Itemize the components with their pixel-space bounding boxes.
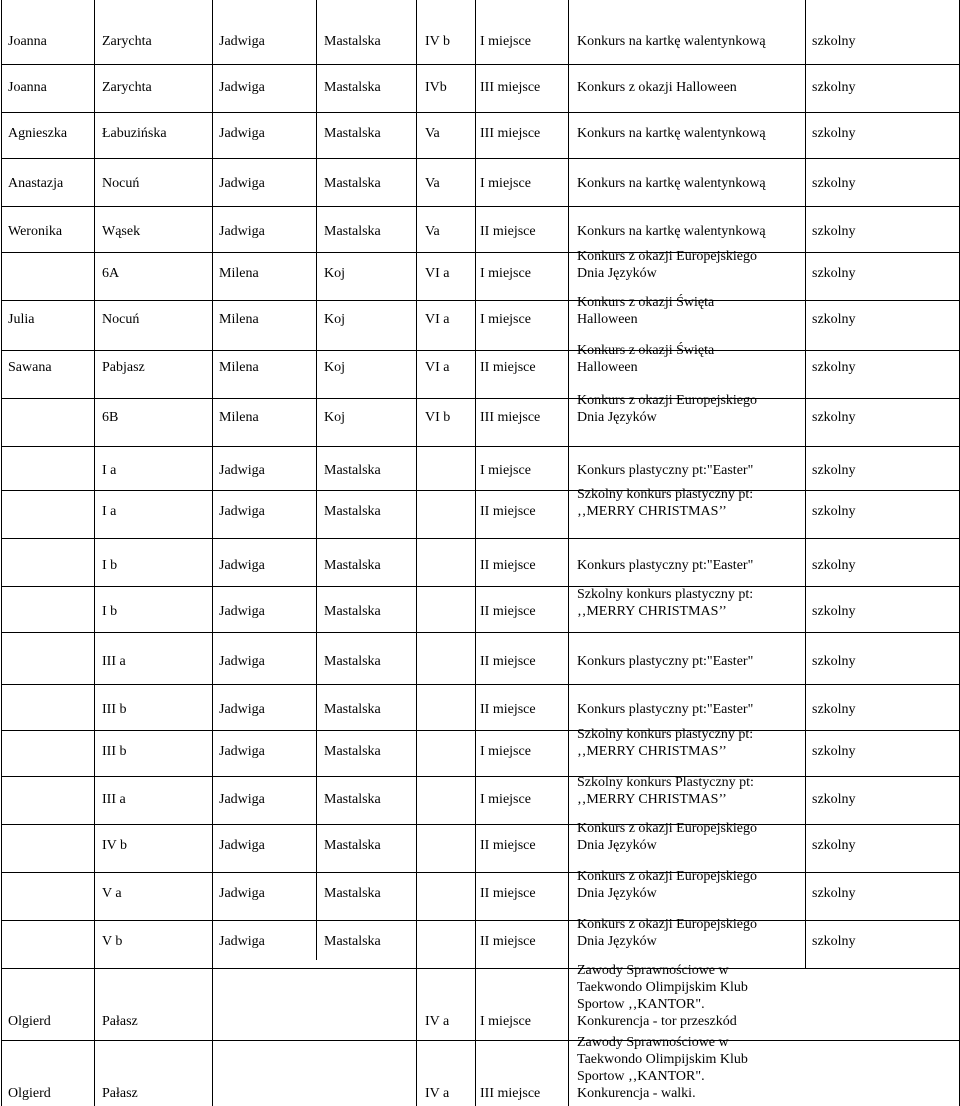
class-label: I a	[102, 504, 117, 519]
grid-horizontal-line	[1, 350, 959, 351]
level-cell: szkolny	[812, 654, 856, 669]
grid-vertical-line	[212, 0, 213, 1106]
contest-name-line: Dnia Języków	[577, 934, 657, 949]
student-first-name: Joanna	[8, 80, 47, 95]
teacher-last-name: Mastalska	[324, 504, 381, 519]
contest-name-line: Konkurs z okazji Europejskiego	[577, 393, 758, 408]
teacher-first-name: Milena	[219, 410, 259, 425]
place-cell: I miejsce	[480, 1014, 531, 1029]
grade-cell: VI a	[425, 312, 450, 327]
teacher-first-name: Jadwiga	[219, 558, 265, 573]
place-cell: II miejsce	[480, 224, 536, 239]
class-label: III a	[102, 792, 126, 807]
grid-horizontal-line	[1, 632, 959, 633]
teacher-last-name: Mastalska	[324, 744, 381, 759]
contest-name-line: Sportow ‚‚KANTOR".	[577, 997, 705, 1012]
teacher-last-name: Mastalska	[324, 838, 381, 853]
contest-name-line: Zawody Sprawnościowe w	[577, 963, 729, 978]
contest-name-line: ‚‚MERRY CHRISTMAS’’	[577, 504, 727, 519]
grid-horizontal-line	[1, 920, 959, 921]
contest-name-line: Taekwondo Olimpijskim Klub	[577, 1052, 748, 1067]
place-cell: II miejsce	[480, 702, 536, 717]
contest-name-line: Taekwondo Olimpijskim Klub	[577, 980, 748, 995]
student-last-name: Łabuzińska	[102, 126, 167, 141]
grid-horizontal-line	[1, 968, 959, 969]
grade-cell: Va	[425, 224, 440, 239]
teacher-first-name: Jadwiga	[219, 886, 265, 901]
teacher-last-name: Mastalska	[324, 934, 381, 949]
grid-horizontal-line	[1, 64, 959, 65]
teacher-first-name: Jadwiga	[219, 838, 265, 853]
level-cell: szkolny	[812, 558, 856, 573]
place-cell: III miejsce	[480, 80, 541, 95]
level-cell: szkolny	[812, 360, 856, 375]
contest-name-line: Konkurs plastyczny pt:"Easter"	[577, 463, 754, 478]
teacher-last-name: Koj	[324, 360, 345, 375]
place-cell: III miejsce	[480, 410, 541, 425]
grid-horizontal-line	[1, 586, 959, 587]
contest-name-line: Konkurs plastyczny pt:"Easter"	[577, 558, 754, 573]
contest-name-line: Dnia Języków	[577, 886, 657, 901]
grade-cell: VI a	[425, 360, 450, 375]
place-cell: I miejsce	[480, 744, 531, 759]
teacher-last-name: Mastalska	[324, 558, 381, 573]
contest-name-line: Konkurs z okazji Halloween	[577, 80, 737, 95]
place-cell: I miejsce	[480, 312, 531, 327]
student-first-name: Olgierd	[8, 1086, 51, 1101]
contest-name-line: Konkurs plastyczny pt:"Easter"	[577, 702, 754, 717]
grid-horizontal-line	[1, 158, 959, 159]
level-cell: szkolny	[812, 744, 856, 759]
student-last-name: Nocuń	[102, 312, 140, 327]
contest-name-line: Konkurs na kartkę walentynkową	[577, 126, 766, 141]
contest-name-line: Halloween	[577, 360, 638, 375]
teacher-last-name: Mastalska	[324, 176, 381, 191]
teacher-first-name: Jadwiga	[219, 934, 265, 949]
class-label: V a	[102, 886, 122, 901]
teacher-first-name: Jadwiga	[219, 504, 265, 519]
teacher-last-name: Mastalska	[324, 702, 381, 717]
grid-vertical-line	[94, 0, 95, 1106]
teacher-first-name: Milena	[219, 266, 259, 281]
grade-cell: VI a	[425, 266, 450, 281]
level-cell: szkolny	[812, 504, 856, 519]
place-cell: II miejsce	[480, 604, 536, 619]
teacher-first-name: Jadwiga	[219, 604, 265, 619]
grade-cell: Va	[425, 126, 440, 141]
teacher-first-name: Jadwiga	[219, 654, 265, 669]
teacher-first-name: Jadwiga	[219, 744, 265, 759]
place-cell: I miejsce	[480, 34, 531, 49]
teacher-first-name: Jadwiga	[219, 126, 265, 141]
student-last-name: Zarychta	[102, 34, 152, 49]
contest-name-line: Konkurs z okazji Święta	[577, 295, 715, 310]
class-label: I a	[102, 463, 117, 478]
class-label: 6B	[102, 410, 119, 425]
grid-vertical-line	[475, 0, 476, 1106]
grade-cell: IV a	[425, 1086, 450, 1101]
place-cell: I miejsce	[480, 463, 531, 478]
class-label: III a	[102, 654, 126, 669]
student-last-name: Zarychta	[102, 80, 152, 95]
teacher-first-name: Jadwiga	[219, 34, 265, 49]
contest-name-line: Konkurs z okazji Europejskiego	[577, 869, 758, 884]
student-first-name: Agnieszka	[8, 126, 68, 141]
place-cell: II miejsce	[480, 654, 536, 669]
level-cell: szkolny	[812, 934, 856, 949]
grid-horizontal-line	[1, 398, 959, 399]
place-cell: II miejsce	[480, 886, 536, 901]
level-cell: szkolny	[812, 224, 856, 239]
contest-name-line: Szkolny konkurs Plastyczny pt:	[577, 775, 754, 790]
teacher-first-name: Jadwiga	[219, 80, 265, 95]
contest-name-line: ‚‚MERRY CHRISTMAS’’	[577, 604, 727, 619]
level-cell: szkolny	[812, 266, 856, 281]
contest-name-line: Halloween	[577, 312, 638, 327]
grid-horizontal-line	[1, 112, 959, 113]
place-cell: II miejsce	[480, 838, 536, 853]
contest-name-line: Szkolny konkurs plastyczny pt:	[577, 487, 754, 502]
contest-name-line: Konkurs z okazji Europejskiego	[577, 249, 758, 264]
level-cell: szkolny	[812, 410, 856, 425]
place-cell: III miejsce	[480, 126, 541, 141]
student-last-name: Nocuń	[102, 176, 140, 191]
grid-horizontal-line	[1, 252, 959, 253]
level-cell: szkolny	[812, 604, 856, 619]
teacher-first-name: Milena	[219, 360, 259, 375]
place-cell: III miejsce	[480, 1086, 541, 1101]
teacher-last-name: Mastalska	[324, 792, 381, 807]
grade-cell: IV b	[425, 34, 451, 49]
contest-name-line: Dnia Języków	[577, 410, 657, 425]
contest-name-line: Konkurs z okazji Europejskiego	[577, 821, 758, 836]
grid-horizontal-line	[1, 824, 959, 825]
class-label: III b	[102, 744, 127, 759]
contest-name-line: Konkurs plastyczny pt:"Easter"	[577, 654, 754, 669]
level-cell: szkolny	[812, 176, 856, 191]
contest-name-line: Konkurs na kartkę walentynkową	[577, 34, 766, 49]
grid-horizontal-line	[1, 776, 959, 777]
grade-cell: IV a	[425, 1014, 450, 1029]
contest-name-line: ‚‚MERRY CHRISTMAS’’	[577, 744, 727, 759]
level-cell: szkolny	[812, 80, 856, 95]
contest-name-line: Szkolny konkurs plastyczny pt:	[577, 727, 754, 742]
grid-vertical-line	[805, 0, 806, 968]
student-first-name: Weronika	[8, 224, 63, 239]
contest-name-line: Dnia Języków	[577, 266, 657, 281]
contest-name-line: Konkurencja - tor przeszkód	[577, 1014, 737, 1029]
student-first-name: Julia	[8, 312, 35, 327]
class-label: IV b	[102, 838, 128, 853]
place-cell: II miejsce	[480, 558, 536, 573]
teacher-last-name: Mastalska	[324, 34, 381, 49]
place-cell: II miejsce	[480, 360, 536, 375]
student-first-name: Joanna	[8, 34, 47, 49]
contest-name-line: ‚‚MERRY CHRISTMAS’’	[577, 792, 727, 807]
grid-horizontal-line	[1, 206, 959, 207]
grid-vertical-line	[316, 0, 317, 960]
grade-cell: IVb	[425, 80, 447, 95]
contest-name-line: Zawody Sprawnościowe w	[577, 1035, 729, 1050]
teacher-last-name: Mastalska	[324, 126, 381, 141]
level-cell: szkolny	[812, 126, 856, 141]
grid-horizontal-line	[1, 1040, 959, 1041]
contest-name-line: Konkurencja - walki.	[577, 1086, 696, 1101]
grid-horizontal-line	[1, 446, 959, 447]
teacher-first-name: Milena	[219, 312, 259, 327]
grid-vertical-line	[568, 0, 569, 1106]
level-cell: szkolny	[812, 463, 856, 478]
class-label: I b	[102, 604, 118, 619]
place-cell: I miejsce	[480, 792, 531, 807]
contest-name-line: Szkolny konkurs plastyczny pt:	[577, 587, 754, 602]
level-cell: szkolny	[812, 792, 856, 807]
class-label: I b	[102, 558, 118, 573]
grid-horizontal-line	[1, 872, 959, 873]
place-cell: II miejsce	[480, 934, 536, 949]
level-cell: szkolny	[812, 34, 856, 49]
place-cell: II miejsce	[480, 504, 536, 519]
level-cell: szkolny	[812, 838, 856, 853]
contest-name-line: Sportow ‚‚KANTOR".	[577, 1069, 705, 1084]
grid-vertical-line	[416, 0, 417, 1106]
place-cell: I miejsce	[480, 176, 531, 191]
teacher-last-name: Mastalska	[324, 886, 381, 901]
teacher-last-name: Mastalska	[324, 80, 381, 95]
teacher-first-name: Jadwiga	[219, 224, 265, 239]
grid-horizontal-line	[1, 490, 959, 491]
student-last-name: Pałasz	[102, 1086, 138, 1101]
level-cell: szkolny	[812, 702, 856, 717]
teacher-first-name: Jadwiga	[219, 463, 265, 478]
teacher-first-name: Jadwiga	[219, 792, 265, 807]
teacher-last-name: Mastalska	[324, 224, 381, 239]
place-cell: I miejsce	[480, 266, 531, 281]
teacher-first-name: Jadwiga	[219, 702, 265, 717]
teacher-first-name: Jadwiga	[219, 176, 265, 191]
contest-name-line: Konkurs z okazji Święta	[577, 343, 715, 358]
grid-horizontal-line	[1, 300, 959, 301]
grid-horizontal-line	[1, 684, 959, 685]
class-label: V b	[102, 934, 123, 949]
student-last-name: Wąsek	[102, 224, 141, 239]
teacher-last-name: Koj	[324, 266, 345, 281]
teacher-last-name: Mastalska	[324, 463, 381, 478]
level-cell: szkolny	[812, 312, 856, 327]
grade-cell: Va	[425, 176, 440, 191]
class-label: III b	[102, 702, 127, 717]
teacher-last-name: Mastalska	[324, 604, 381, 619]
teacher-last-name: Koj	[324, 410, 345, 425]
student-first-name: Olgierd	[8, 1014, 51, 1029]
student-last-name: Pałasz	[102, 1014, 138, 1029]
class-label: 6A	[102, 266, 120, 281]
student-last-name: Pabjasz	[102, 360, 145, 375]
grid-vertical-line	[1, 0, 2, 1106]
contest-name-line: Dnia Języków	[577, 838, 657, 853]
level-cell: szkolny	[812, 886, 856, 901]
contest-name-line: Konkurs na kartkę walentynkową	[577, 176, 766, 191]
grade-cell: VI b	[425, 410, 451, 425]
contest-name-line: Konkurs na kartkę walentynkową	[577, 224, 766, 239]
teacher-last-name: Koj	[324, 312, 345, 327]
contest-name-line: Konkurs z okazji Europejskiego	[577, 917, 758, 932]
student-first-name: Sawana	[8, 360, 52, 375]
student-first-name: Anastazja	[8, 176, 64, 191]
teacher-last-name: Mastalska	[324, 654, 381, 669]
grid-horizontal-line	[1, 730, 959, 731]
grid-horizontal-line	[1, 538, 959, 539]
